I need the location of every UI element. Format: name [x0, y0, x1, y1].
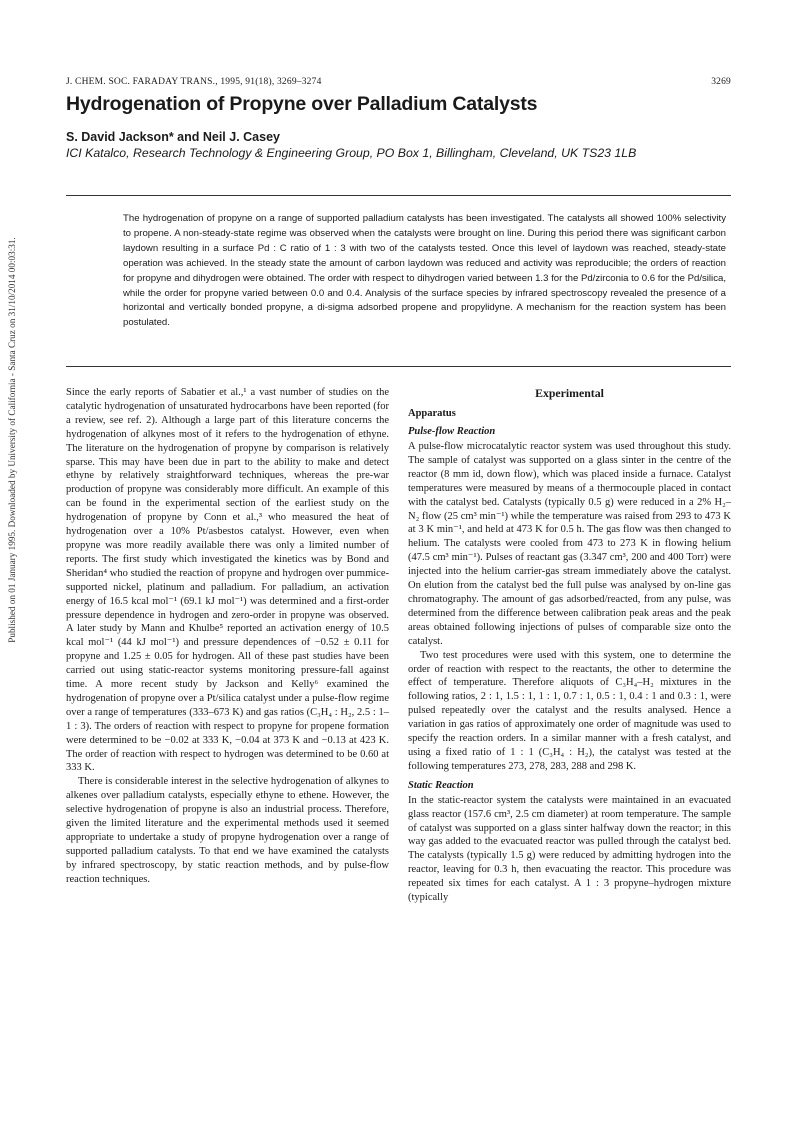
subheading-pulse-flow: Pulse-flow Reaction	[408, 426, 496, 437]
subheading-apparatus: Apparatus	[408, 408, 456, 419]
intro-paragraph-1: Since the early reports of Sabatier et al.,¹ a vast number of studies on the catalytic hydrogenation of unsaturated hydrocarbons have been reported (for a review, see ref. 2). Although a large part of this literature concerns the hydrogenation of alkynes most of it refers to the hydrogenation of ethyne. The literature on the hydrogenation of propyne by comparison is relatively sparse. This may have been due in part to the ability to make and detect ethyne by relatively straightforward techniques, whereas the pre-war production of propyne was considerably more difficult. An example of this can be found in the experimental section of the earliest study on the hydrogenation of propyne by Conn et al.,³ who measured the heat of hydrogenation over a 10% Pt/asbestos catalyst. However, even when propyne was more readily available there was only a limited number of reports. The first study which investigated the kinetics was by Bond and Sheridan⁴ who studied the reaction of propyne and hydrogen over pummice-supported nickel, platinum and palladium. For palladium, an activation energy of 16.5 kcal mol⁻¹ (69.1 kJ mol⁻¹) was determined and a first-order pressure dependence in hydrogen and zero-order in propyne was observed. A later study by Mann and Khulbe⁵ reported an activation energy of 10.5 kcal mol⁻¹ (44 kJ mol⁻¹) and pressure dependences of −0.52 ± 0.11 for propyne and 1.25 ± 0.05 for hydrogen. All of these past studies have been carried out using static-reactor systems monitoring pressure-fall against time. A more recent study by Jackson and Kelly⁶ examined the hydrogenation of propyne over a Pt/silica catalyst under a pulse-flow regime over a range of temperatures (333–673 K) and gas ratios (C₃H₄ : H₂, 2.5 : 1–1 : 3). The orders of reaction with respect to propyne for propene formation were determined to be −0.02 at 333 K, −0.04 at 373 K and −0.13 at 423 K. The order of reaction with respect to hydrogen was determined to be 0.60 at 333 K.	[66, 387, 389, 774]
article-title: Hydrogenation of Propyne over Palladium Catalysts	[66, 93, 538, 115]
abstract-top-rule	[66, 195, 731, 196]
abstract-bottom-rule	[66, 366, 731, 367]
journal-citation: J. CHEM. SOC. FARADAY TRANS., 1995, 91(18), 3269–3274	[66, 77, 322, 87]
right-column	[408, 386, 731, 905]
pulse-flow-paragraph-1: A pulse-flow microcatalytic reactor system was used throughout this study. The sample of catalyst was supported on a glass sinter in the centre of the reactor (8 mm id, down flow), which was placed inside a furnace. Catalyst temperatures were measured by means of a thermocouple placed in contact with the catalyst bed. Catalysts (typically 0.5 g) were reduced in a 2% H₂–N₂ flow (25 cm³ min⁻¹) while the temperature was raised from 293 to 473 K at 3 K min⁻¹, and held at 473 K for 0.5 h. The gas flow was then changed to helium. The catalysts were cooled from 473 to 273 K in flowing helium (47.5 cm³ min⁻¹). Pulses of reactant gas (3.347 cm³, 200 and 400 Torr) were injected into the helium carrier-gas stream immediately above the catalyst. On elution from the catalyst bed the full pulse was analysed by on-line gas chromatography. The amount of gas adsorbed/reacted, from any pulse, was determined from the difference between calibration peak areas and the peak areas obtained following injections of pulses of comparable size onto the catalyst.	[408, 441, 731, 647]
article-authors: S. David Jackson* and Neil J. Casey	[66, 130, 280, 144]
section-heading-experimental: Experimental	[535, 386, 604, 400]
page-number: 3269	[711, 77, 731, 87]
download-watermark-text: Published on 01 January 1995. Downloaded by University of California - Santa Cruz on 31/10/2014 00:03:31.	[7, 237, 17, 643]
subheading-static-reaction: Static Reaction	[408, 779, 474, 791]
static-reaction-paragraph: In the static-reactor system the catalysts were maintained in an evacuated glass reactor (157.6 cm³, 2.5 cm diameter) at room temperature. The sample of catalyst was supported on a glass sinter halfway down the reactor; in this way gas added to the evacuated reactor was pulled through the catalyst bed. The catalysts (typically 1.5 g) were reduced by admitting hydrogen into the reactor, leaving for 0.3 h, then evacuating the reactor. This procedure was repeated six times for each catalyst. A 1 : 3 propyne–hydrogen mixture (typically	[408, 794, 731, 904]
pulse-flow-paragraph-2: Two test procedures were used with this system, one to determine the order of reaction with respect to the reactants, the other to determine the effect of temperature. Therefore aliquots of C₃H₄–H₂ mixtures in the following ratios, 2 : 1, 1.5 : 1, 1 : 1, 0.7 : 1, 0.5 : 1, 0.4 : 1 and 0.3 : 1, were pulsed repeatedly over the catalyst and the results analysed. Hence a variation in gas ratios of approximately one order of magnitude was used to specify the reaction orders. In a similar manner with a fresh catalyst, and using a fixed ratio of 1 : 1 (C₃H₄ : H₂), the catalyst was tested at the following temperatures 273, 278, 283, 288 and 298 K.	[408, 649, 731, 772]
abstract: The hydrogenation of propyne on a range of supported palladium catalysts has been investigated. The catalysts all showed 100% selectivity to propene. A non-steady-state regime was observed when the catalysts were brought on line. During this period there was significant carbon laydown resulting in a surface Pd : C ratio of 1 : 3 with two of the catalysts tested. Once this level of laydown was reached, steady-state operation was achieved. In the steady state the amount of carbon laydown was reduced and activity was reproducible; the orders of reaction for propyne and dihydrogen were obtained. The order with respect to dihydrogen varied between 1.3 for the Pd/zirconia to 0.6 for the Pd/silica, while the order for propyne varied between 0.0 and 0.4. Analysis of the surface species by infrared spectroscopy revealed the presence of a horizontal and vertically bonded propyne, a di-sigma adsorbed propene and propylidyne. A mechanism for the reaction system has been postulated.	[123, 213, 726, 329]
author-affiliation: ICI Katalco, Research Technology & Engineering Group, PO Box 1, Billingham, Cleveland, UK TS23 1LB	[66, 146, 637, 160]
intro-paragraph-2: There is considerable interest in the selective hydrogenation of alkynes to alkenes over palladium catalysts, especially ethyne to ethene. However, the selective hydrogenation of propyne is also an industrial process. Therefore, given the limited literature and the experimental methods used it seemed appropriate to undertake a study of propyne hydrogenation over a range of supported palladium catalysts. To that end we have examined the catalysts by infrared spectroscopy, by static reaction methods, and by pulse-flow reaction techniques.	[66, 776, 389, 885]
left-column	[66, 386, 389, 887]
download-watermark	[2, 160, 22, 720]
